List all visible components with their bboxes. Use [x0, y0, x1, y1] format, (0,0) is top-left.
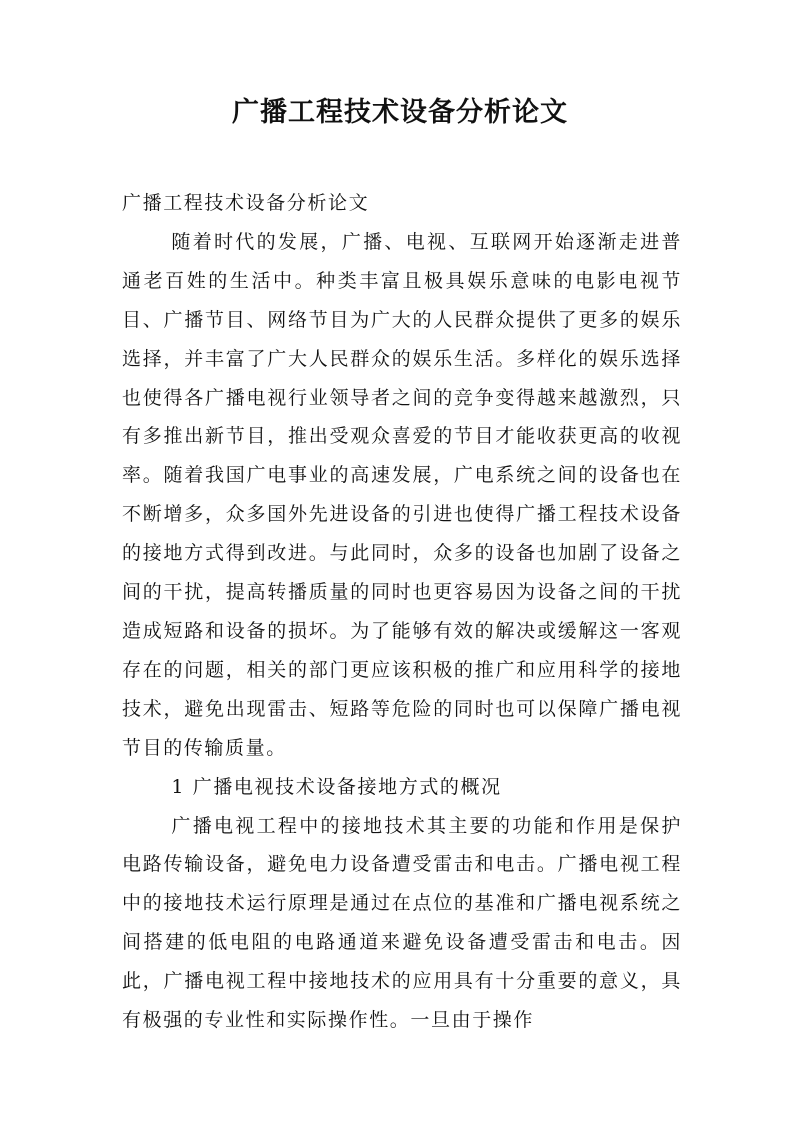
paragraph-section-1: 广播电视工程中的接地技术其主要的功能和作用是保护电路传输设备，避免电力设备遭受雷击和电击。广播电视工程中的接地技术运行原理是通过在点位的基准和广播电视系统之间搭建的低电阻的电路通道来避免设备遭受雷击和电击。因此，广播电视工程中接地技术的应用具有十分重要的意义，具有极强的专业性和实际操作性。一旦由于操作	[122, 814, 682, 1032]
document-body	[122, 184, 682, 1040]
document-subtitle: 广播工程技术设备分析论文	[122, 192, 370, 214]
paragraph-intro: 随着时代的发展，广播、电视、互联网开始逐渐走进普通老百姓的生活中。种类丰富且极具娱乐意味的电影电视节目、广播节目、网络节目为广大的人民群众提供了更多的娱乐选择，并丰富了广大人民群众的娱乐生活。多样化的娱乐选择也使得各广播电视行业领导者之间的竞争变得越来越激烈，只有多推出新节目，推出受观众喜爱的节目才能收获更高的收视率。随着我国广电事业的高速发展，广电系统之间的设备也在不断增多，众多国外先进设备的引进也使得广播工程技术设备的接地方式得到改进。与此同时，众多的设备也加剧了设备之间的干扰，提高转播质量的同时也更容易因为设备之间的干扰造成短路和设备的损坏。为了能够有效的解决或缓解这一客观存在的问题，相关的部门更应该积极的推广和应用科学的接地技术，避免出现雷击、短路等危险的同时也可以保障广播电视节目的传输质量。	[122, 230, 682, 759]
section-heading-1: 1 广播电视技术设备接地方式的概况	[171, 775, 502, 798]
document-title: 广播工程技术设备分析论文	[232, 97, 568, 128]
